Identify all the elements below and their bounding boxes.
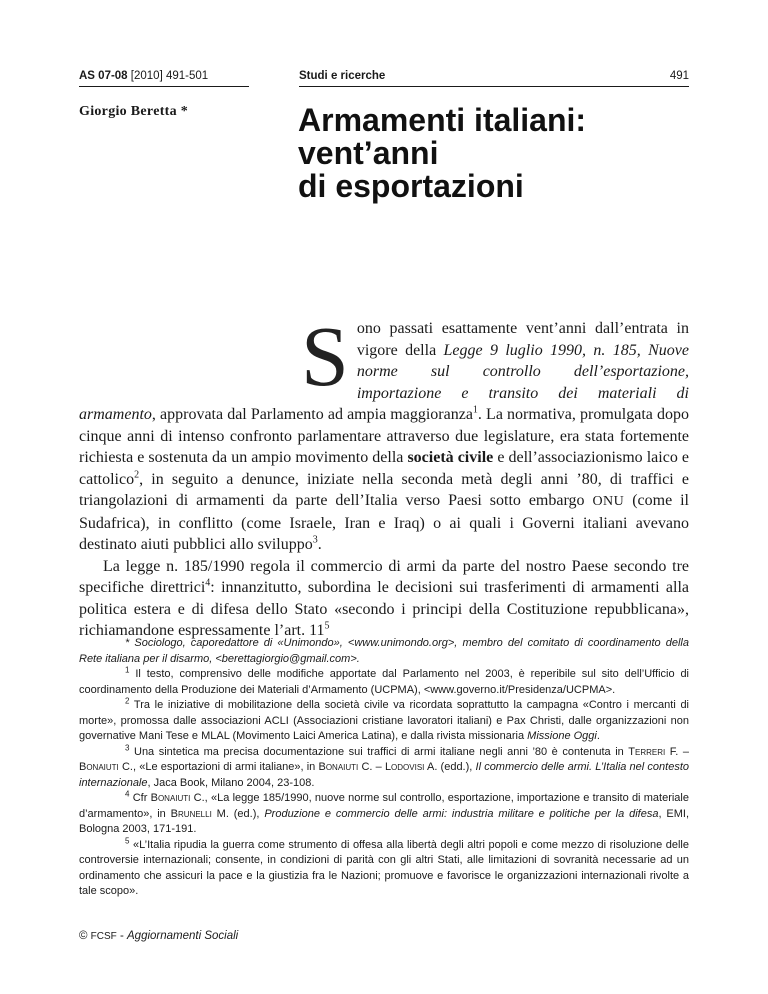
footer-org: FCSF xyxy=(90,931,117,942)
copyright-symbol: © xyxy=(79,930,91,942)
running-header xyxy=(79,70,689,86)
section-name: Studi e ricerche xyxy=(299,70,386,82)
text-run: : innanzitutto, subordina le decisioni sui trasferimenti di armamenti alla politica estera e di difesa dello Stato «secondo i principi della Costituzione repubblicana», richiamandone espressamente l’art. 11 xyxy=(79,579,690,639)
footnote-1 xyxy=(79,667,689,698)
footnote-italic: Missione Oggi xyxy=(527,730,597,742)
text-run: La legge n. 185/1990 regola il commercio di armi da parte del nostro Paese secondo tre specifiche direttrici xyxy=(79,557,689,596)
text-run: , approvata dal Parlamento ad ampia maggioranza xyxy=(151,406,473,423)
footnote-text: «L’Italia ripudia la guerra come strumento di offesa alla libertà degli altri popoli e come mezzo di risoluzione delle controversie internazionali; consente, in condizioni di parità con gli altri Stati, alle limitazioni di sovranità necessarie ad un ordinamento che assicuri la pace e la giustizia fra le Nazioni; promuove e favorisce le organizzazioni internazionali rivolte a tale scopo». xyxy=(79,838,689,897)
footnote-text: C., «Le esportazioni di armi italiane», in xyxy=(118,761,319,773)
text-run: (come il Sudafrica), in conflitto (come Israele, Iran e Iraq) o ai quali i Governi italiani avevano destinato aiuti pubblici allo sviluppo xyxy=(79,492,689,553)
footnote-ref: 5 xyxy=(324,620,330,632)
journal-code: AS 07-08 xyxy=(79,70,128,82)
footnote-italic: Produzione e commercio delle armi: industria militare e politiche per la difesa xyxy=(264,807,659,820)
footnote-text: Cfr xyxy=(132,792,151,804)
cited-author: Brunelli xyxy=(170,807,212,820)
paragraph-2 xyxy=(79,556,689,642)
footnote-text: Tra le iniziative di mobilitazione della società civile va ricordata soprattutto la campagna «Contro i mercanti di morte», promossa dalle associazioni ACLI (Associazioni cristiane lavoratori italiani) e Pax Christi, dalle organizzazioni non governative Mani Tese e MLAL (Movimento Laici America Latina), e dalla rivista missionaria xyxy=(79,699,689,742)
footer-publication: Aggiornamenti Sociali xyxy=(127,930,239,942)
text-run: . xyxy=(317,536,322,553)
footnote-text: . xyxy=(596,730,600,742)
footnote-author xyxy=(79,636,689,667)
footnote-ref: 1 xyxy=(472,404,478,416)
text-run: ono passati esattamente vent’anni dall’entrata in vigore della xyxy=(356,320,689,359)
footnote-text: C. – xyxy=(358,761,385,773)
footnote-number: 1 xyxy=(125,665,130,675)
footnote-text: , EMI, Bologna 2003, 171-191. xyxy=(79,807,690,835)
header-rule-left xyxy=(79,86,249,87)
acronym: ONU xyxy=(592,494,625,509)
cited-author: Bonaiuti xyxy=(318,761,359,773)
text-run: , in seguito a denunce, iniziate nella seconda metà degli anni ’80, di traffici e triangolazioni di armamenti da parte dell’Italia verso Paesi sotto embargo xyxy=(79,470,689,509)
title-line: Armamenti italiani: xyxy=(298,102,587,138)
footnote-text: * Sociologo, caporedattore di «Unimondo», <www.unimondo.org>, membro del comitato di coordinamento della Rete italiana per il disarmo, <berettagiorgio@gmail.com>. xyxy=(79,637,689,665)
footnote-3 xyxy=(79,742,689,792)
footnote-text: M. (ed.), xyxy=(211,807,265,820)
author-name: Giorgio Beretta * xyxy=(79,104,189,119)
footnote-italic: Il commercio delle armi. L’Italia nel contesto internazionale xyxy=(79,761,689,789)
title-line: di esportazioni xyxy=(298,168,524,204)
article-title xyxy=(298,104,698,203)
drop-cap: S xyxy=(301,308,349,404)
footer-separator: - xyxy=(116,930,128,942)
article-body xyxy=(79,308,690,642)
drop-spacer xyxy=(79,318,301,380)
footnote-5 xyxy=(79,835,689,900)
bold-term: società civile xyxy=(407,449,494,466)
title-line: vent’anni xyxy=(298,135,439,171)
text-run: e dell’associazionismo laico e cattolico xyxy=(79,449,689,488)
footnote-2 xyxy=(79,698,689,745)
footnotes xyxy=(79,636,689,900)
footnote-number: 2 xyxy=(125,696,130,706)
footnote-4 xyxy=(79,791,689,838)
footnote-ref: 3 xyxy=(312,534,318,546)
footnote-text: Il testo, comprensivo delle modifiche apportate dal Parlamento nel 2003, è reperibile sul sito dell’Ufficio di coordinamento della Produzione dei Materiali d’Armamento (UCPMA), <www.governo.it/Presidenza/UCPMA>. xyxy=(79,668,690,696)
law-title: Legge 9 luglio 1990, n. 185, Nuove norme sul controllo dell’esportazione, importazione e transito dei materiali di armamento xyxy=(79,341,689,423)
footnote-text: , Jaca Book, Milano 2004, 23-108. xyxy=(147,776,315,789)
footnote-text: C., «La legge 185/1990, nuove norme sul controllo, esportazione, importazione e transito di materiale d’armamento», in xyxy=(79,792,689,820)
footnote-ref: 4 xyxy=(205,577,211,589)
cited-author: Terreri xyxy=(628,745,666,758)
footnote-number: 3 xyxy=(125,742,130,752)
footnote-ref: 2 xyxy=(134,469,140,481)
text-run: . La normativa, promulgata dopo cinque anni di intenso confronto parlamentare attraverso due legislature, era stata fortemente richiesta e sostenuta da un ampio movimento della xyxy=(79,406,690,466)
footnote-text: A. (edd.), xyxy=(424,761,476,773)
paragraph-1 xyxy=(79,308,690,556)
footnote-text: Una sintetica ma precisa documentazione sui traffici di armi italiane negli anni ’80 è contenuta in xyxy=(134,745,629,758)
cited-author: Lodovisi xyxy=(384,761,425,773)
footnote-text: F. – xyxy=(665,745,689,758)
journal-reference xyxy=(79,70,208,82)
cited-author: Bonaiuti xyxy=(150,792,191,804)
footnote-number: 4 xyxy=(125,789,130,799)
page-number: 491 xyxy=(669,70,689,82)
cited-author: Bonaiuti xyxy=(79,761,119,773)
header-rule-right xyxy=(299,86,689,87)
page-footer xyxy=(79,930,238,942)
journal-issue: [2010] 491-501 xyxy=(127,70,209,82)
footnote-number: 5 xyxy=(125,835,130,845)
